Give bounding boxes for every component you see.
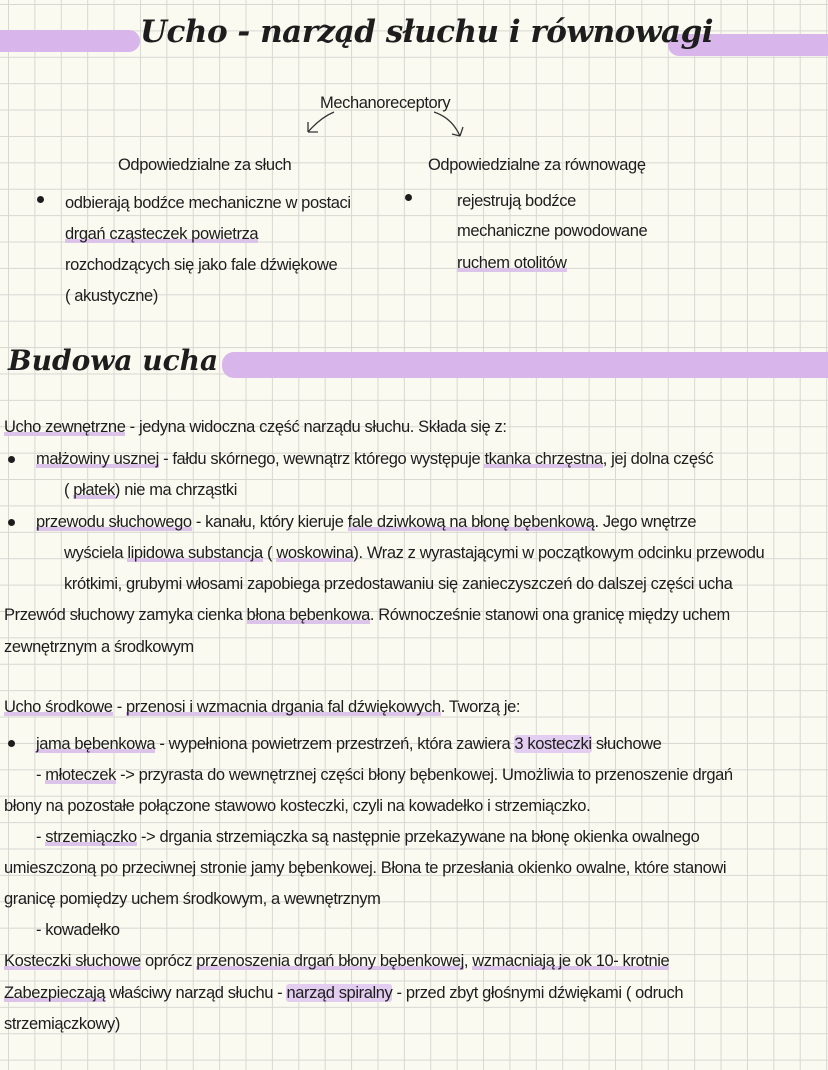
arrow-left-icon xyxy=(300,108,340,138)
bullet-icon xyxy=(8,456,15,463)
text-segment: . Równocześnie stanowi ona granicę między uchem xyxy=(369,606,730,624)
highlighted-term: woskowina xyxy=(276,544,354,562)
text-line xyxy=(64,573,732,595)
highlighted-term: przenosi i wzmacnia drgania fal dźwiękowych xyxy=(126,698,441,716)
text-segment: rejestrują bodźce xyxy=(457,192,576,210)
highlighted-term: drgań cząsteczek powietrza xyxy=(65,225,259,243)
highlighted-term: młoteczek xyxy=(45,766,116,784)
text-line xyxy=(4,416,507,438)
highlighted-term: przewodu słuchowego xyxy=(36,513,192,531)
text-segment: -> przyrasta do wewnętrznej części błony bębenkowej. Umożliwia to przenoszenie drgań xyxy=(115,766,733,784)
text-line xyxy=(4,982,683,1004)
text-line xyxy=(65,254,337,276)
text-line xyxy=(36,448,713,470)
text-line xyxy=(457,252,567,274)
section-title-decor xyxy=(222,352,828,378)
text-segment: , jej dolna część xyxy=(602,450,714,468)
highlighted-term: Ucho środkowe xyxy=(4,698,113,716)
text-segment: Przewód słuchowy zamyka cienka xyxy=(4,606,247,624)
highlighted-term: ruchem otolitów xyxy=(457,254,567,272)
text-segment: krótkimi, grubymi włosami zapobiega przedostawaniu się zanieczyszczeń do dalszej części ucha xyxy=(64,575,733,593)
mechanoreceptors-label: Mechanoreceptory xyxy=(320,94,451,112)
text-line xyxy=(4,888,380,910)
text-segment: - przed zbyt głośnymi dźwiękami ( odruch xyxy=(392,984,684,1002)
text-segment: , xyxy=(463,952,473,970)
text-line xyxy=(457,220,647,242)
text-line xyxy=(64,542,764,564)
text-line xyxy=(65,285,158,307)
highlighted-term: 3 kosteczki xyxy=(514,735,592,753)
highlighted-term: Ucho zewnętrzne xyxy=(4,418,126,436)
highlighted-term: lipidowa substancja xyxy=(127,544,263,562)
text-segment: granicę pomiędzy uchem środkowym, a wewnętrznym xyxy=(4,890,381,908)
text-segment: -> drgania strzemiączka są następnie przekazywane na błonę okienka owalnego xyxy=(136,828,700,846)
text-segment: zewnętrznym a środkowym xyxy=(4,638,194,656)
text-line xyxy=(4,636,194,658)
text-segment: - fałdu skórnego, wewnątrz którego występuje xyxy=(158,450,485,468)
text-segment: - kowadełko xyxy=(36,921,120,939)
right-column-heading: Odpowiedzialne za równowagę xyxy=(428,156,646,174)
highlighted-term: przenoszenia drgań błony bębenkowej xyxy=(196,952,464,970)
highlighted-term: strzemiączko xyxy=(45,828,137,846)
bullet-icon xyxy=(405,194,412,201)
text-line xyxy=(36,764,733,786)
text-segment: błony na pozostałe połączone stawowo kosteczki, czyli na kowadełko i strzemiączko. xyxy=(4,797,591,815)
text-line xyxy=(4,950,669,972)
text-line xyxy=(4,795,590,817)
text-segment: - xyxy=(36,828,46,846)
text-segment: . Tworzą je: xyxy=(440,698,521,716)
highlighted-term: błona bębenkowa xyxy=(246,606,370,624)
text-line xyxy=(36,919,120,941)
text-segment: - wypełniona powietrzem przestrzeń, która zawiera xyxy=(155,735,515,753)
text-segment: - xyxy=(36,766,46,784)
bullet-icon xyxy=(8,740,15,747)
text-segment: ( akustyczne) xyxy=(65,287,158,305)
highlighted-term: jama bębenkowa xyxy=(36,735,156,753)
bullet-icon xyxy=(37,196,44,203)
text-segment: . Jego wnętrze xyxy=(594,513,697,531)
page-title: Ucho - narząd słuchu i równowagi xyxy=(140,14,714,50)
highlighted-term: małżowiny usznej xyxy=(36,450,159,468)
text-segment: - kanału, który kieruje xyxy=(191,513,348,531)
text-line xyxy=(457,190,576,212)
text-segment: rozchodzących się jako fale dźwiękowe xyxy=(65,256,338,274)
text-segment: odbierają bodźce mechaniczne w postaci xyxy=(65,194,351,212)
text-segment: mechaniczne powodowane xyxy=(457,222,648,240)
highlighted-term: narząd spiralny xyxy=(286,984,393,1002)
highlighted-term: fale dziwkową na błonę bębenkową xyxy=(347,513,595,531)
text-line xyxy=(4,604,730,626)
highlighted-term: Kosteczki słuchowe xyxy=(4,952,141,970)
text-line xyxy=(65,192,351,214)
text-segment: słuchowe xyxy=(591,735,662,753)
text-line xyxy=(4,696,520,718)
highlighted-term: tkanka chrzęstna xyxy=(484,450,603,468)
text-segment: ). Wraz z wyrastającymi w początkowym odcinku przewodu xyxy=(353,544,765,562)
highlighted-term: Zabezpieczają xyxy=(4,984,106,1002)
text-line xyxy=(36,733,661,755)
text-segment: ) nie ma chrząstki xyxy=(114,481,238,499)
text-segment: oprócz xyxy=(140,952,197,970)
text-line xyxy=(64,479,237,501)
text-line xyxy=(36,826,699,848)
title-decor-left xyxy=(0,30,140,52)
arrow-right-icon xyxy=(430,108,470,142)
text-segment: wyściela xyxy=(64,544,128,562)
left-column-heading: Odpowiedzialne za słuch xyxy=(118,156,292,174)
text-segment: ( xyxy=(262,544,277,562)
bullet-icon xyxy=(8,519,15,526)
highlighted-term: płatek xyxy=(73,481,115,499)
text-segment: strzemiączkowy) xyxy=(4,1015,120,1033)
text-segment: właściwy narząd słuchu - xyxy=(105,984,287,1002)
text-segment: umieszczoną po przeciwnej stronie jamy bębenkowej. Błona te przesłania okienko owalne, które stanowi xyxy=(4,859,727,877)
text-segment: - xyxy=(112,698,126,716)
text-segment: ( xyxy=(64,481,74,499)
highlighted-term: wzmacniają je ok 10- krotnie xyxy=(472,952,670,970)
text-line xyxy=(4,857,726,879)
text-line xyxy=(36,511,696,533)
text-line xyxy=(65,223,258,245)
section-title: Budowa ucha xyxy=(8,344,219,377)
text-segment: - jedyna widoczna część narządu słuchu. Składa się z: xyxy=(125,418,507,436)
text-line xyxy=(4,1013,120,1035)
